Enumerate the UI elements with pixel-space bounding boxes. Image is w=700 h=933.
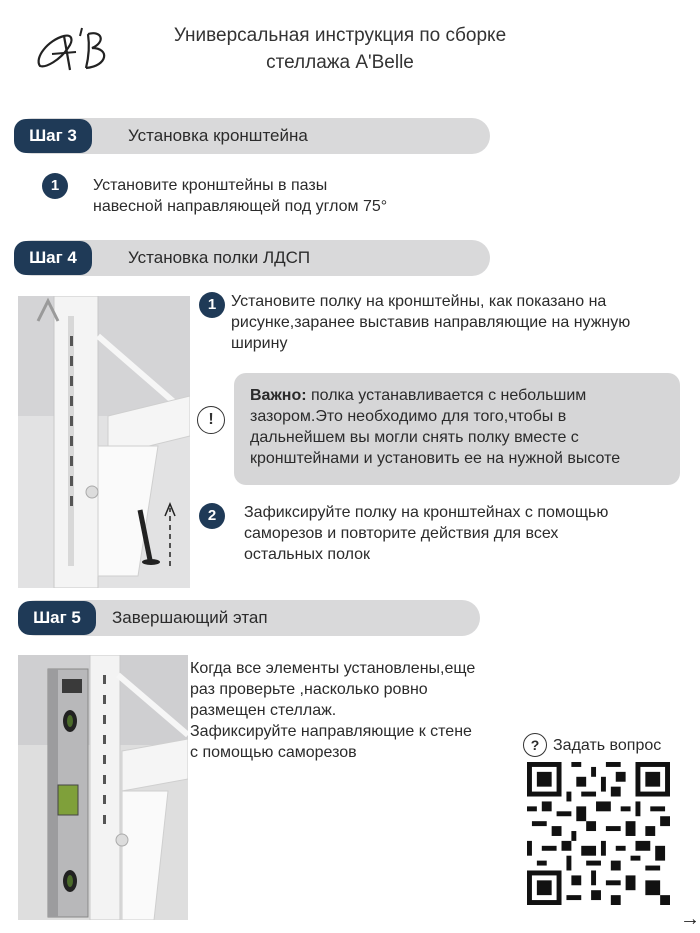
step5-text (190, 658, 520, 763)
step3-title: Установка кронштейна (128, 126, 308, 145)
step4-item1-line2: рисунке,заранее выставив направляющие на нужную (231, 314, 631, 331)
shelf-bracket-illustration (18, 296, 190, 588)
note-line3: дальнейшем вы могли снять полку вместе с (250, 429, 579, 446)
step4-item1-line1: Установите полку на кронштейны, как показано на (231, 293, 607, 310)
next-page-arrow-icon[interactable]: → (680, 908, 700, 930)
step5-title: Завершающий этап (112, 608, 268, 627)
step3-item1-line1: Установите кронштейны в пазы (93, 177, 328, 194)
question-icon: ? (523, 733, 547, 757)
step3-item1-number: 1 (42, 173, 68, 199)
step4-badge: Шаг 4 (14, 241, 92, 275)
note-bold-label: Важно: (250, 387, 307, 404)
step3-badge: Шаг 3 (14, 119, 92, 153)
step5-line4: Зафиксируйте направляющие к стене (190, 723, 472, 740)
important-note-text (250, 385, 680, 469)
document-title (130, 22, 550, 76)
step5-line3: размещен стеллаж. (190, 702, 337, 719)
step3-item1-text (93, 175, 493, 217)
step5-line5: с помощью саморезов (190, 744, 357, 761)
step4-item1-line3: ширину (231, 335, 288, 352)
document-title-line1: Универсальная инструкция по сборке (173, 25, 507, 46)
step4-item2-text (244, 502, 694, 565)
qr-code[interactable] (527, 762, 670, 905)
step4-item1-text (231, 291, 700, 354)
step4-item1-number: 1 (199, 292, 225, 318)
step5-badge: Шаг 5 (18, 601, 96, 635)
step4-title: Установка полки ЛДСП (128, 248, 311, 267)
step4-item2-line1: Зафиксируйте полку на кронштейнах с помощью (244, 504, 609, 521)
note-line4: кронштейнами и установить ее на нужной высоте (250, 450, 621, 467)
step5-line2: раз проверьте ,насколько ровно (190, 681, 428, 698)
step3-item1-line2: навесной направляющей под углом 75° (93, 198, 388, 215)
step4-item2-line3: остальных полок (244, 546, 371, 563)
exclamation-icon: ! (197, 406, 225, 434)
note-line2: зазором.Это необходимо для того,чтобы в (250, 408, 567, 425)
note-line1-rest: полка устанавливается с небольшим (306, 387, 587, 404)
level-check-illustration (18, 655, 188, 920)
brand-logo (30, 18, 120, 80)
ask-question-link[interactable]: Задать вопрос (553, 737, 662, 754)
step4-item2-line2: саморезов и повторите действия для всех (244, 525, 559, 542)
document-title-line2: стеллажа A'Belle (266, 52, 414, 73)
note-line1 (250, 385, 680, 406)
step4-item2-number: 2 (199, 503, 225, 529)
step5-line1: Когда все элементы установлены,еще (190, 660, 476, 677)
